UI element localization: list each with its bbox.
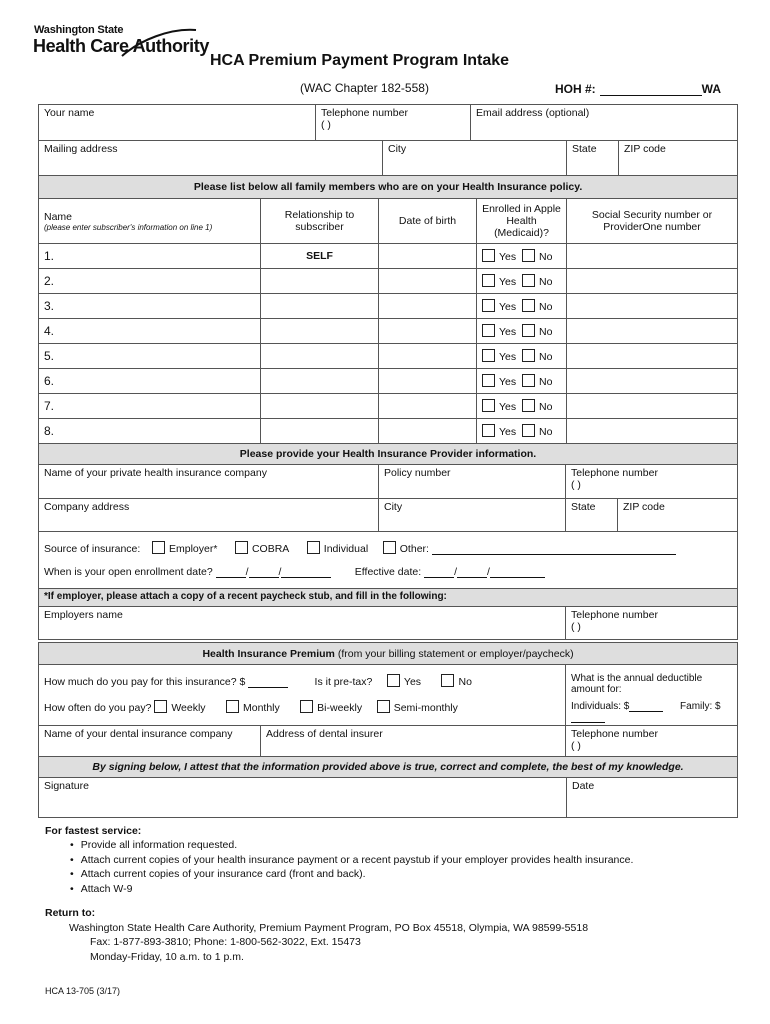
employer-note: *If employer, please attach a copy of a recent paycheck stub, and fill in the following:	[39, 589, 738, 607]
member-enrolled-cell: Yes No	[477, 369, 567, 394]
page-title: HCA Premium Payment Program Intake	[210, 52, 510, 69]
premium-amount-input[interactable]	[248, 677, 288, 688]
provider-section-title: Please provide your Health Insurance Provider information.	[39, 444, 738, 465]
member-row	[39, 294, 738, 319]
note-item: • Attach current copies of your health insurance payment or a recent paystub if your employer provides health insurance.	[81, 853, 735, 868]
note-item: • Attach current copies of your insurance card (front and back).	[81, 867, 735, 882]
employers-name-field[interactable]: Employers name	[39, 607, 566, 640]
provider-telephone-field[interactable]: Telephone number ( )	[566, 465, 738, 499]
email-field[interactable]: Email address (optional)	[471, 105, 738, 141]
mailing-address-field[interactable]: Mailing address	[39, 141, 383, 176]
enroll-yyyy[interactable]	[281, 567, 331, 578]
member-enrolled-cell: Yes No	[477, 294, 567, 319]
member-ssn-cell[interactable]	[567, 394, 738, 419]
member-ssn-cell[interactable]	[567, 369, 738, 394]
member-name-cell[interactable]: 6.	[39, 369, 261, 394]
member-dob-cell[interactable]	[379, 269, 477, 294]
logo-top-text: Washington State	[34, 24, 124, 36]
members-table	[38, 175, 738, 444]
individual-checkbox[interactable]	[307, 541, 320, 554]
col-enrolled-header: Enrolled in Apple Health (Medicaid)?	[477, 199, 567, 244]
return-hours: Monday-Friday, 10 a.m. to 1 p.m.	[90, 950, 244, 963]
member-name-cell[interactable]: 7.	[39, 394, 261, 419]
enrolled-yes-checkbox[interactable]	[482, 299, 495, 312]
telephone-field[interactable]: Telephone number ( )	[316, 105, 471, 141]
member-row	[39, 344, 738, 369]
member-ssn-cell[interactable]	[567, 269, 738, 294]
wac-chapter: (WAC Chapter 182-558)	[300, 81, 429, 95]
member-dob-cell[interactable]	[379, 344, 477, 369]
applicant-table	[38, 104, 738, 176]
hoh-field[interactable]	[555, 82, 721, 96]
enrolled-no-checkbox[interactable]	[522, 324, 535, 337]
member-dob-cell[interactable]	[379, 394, 477, 419]
return-heading: Return to:	[45, 907, 96, 919]
return-address: Washington State Health Care Authority, Premium Payment Program, PO Box 45518, Olympia, WA 98599-5518	[69, 921, 589, 934]
member-relationship-cell[interactable]	[261, 294, 379, 319]
effective-dd[interactable]	[457, 567, 487, 578]
member-dob-cell[interactable]	[379, 244, 477, 269]
member-row	[39, 394, 738, 419]
effective-yyyy[interactable]	[490, 567, 545, 578]
cobra-checkbox[interactable]	[235, 541, 248, 554]
semimonthly-checkbox[interactable]	[377, 700, 390, 713]
enrolled-yes-checkbox[interactable]	[482, 274, 495, 287]
your-name-field[interactable]: Your name	[39, 105, 316, 141]
member-ssn-cell[interactable]	[567, 294, 738, 319]
enrolled-yes-checkbox[interactable]	[482, 249, 495, 262]
other-input[interactable]	[432, 544, 676, 555]
dental-company-field[interactable]: Name of your dental insurance company	[39, 726, 261, 760]
employer-checkbox[interactable]	[152, 541, 165, 554]
source-of-insurance: Source of insurance: Employer* COBRA Individual Other: When is your open enrollment date? / / Effective date: / /	[39, 532, 738, 589]
enrolled-yes-checkbox[interactable]	[482, 349, 495, 362]
enrolled-no-checkbox[interactable]	[522, 424, 535, 437]
member-enrolled-cell: Yes No	[477, 419, 567, 444]
enrolled-yes-checkbox[interactable]	[482, 324, 495, 337]
member-relationship-cell[interactable]	[261, 344, 379, 369]
enroll-mm[interactable]	[216, 567, 246, 578]
return-to	[45, 906, 588, 964]
company-address-field[interactable]: Company address	[39, 499, 379, 532]
member-enrolled-cell: Yes No	[477, 319, 567, 344]
zip-field[interactable]: ZIP code	[619, 141, 738, 176]
provider-city-field[interactable]: City	[379, 499, 566, 532]
deductible-family-input[interactable]	[571, 712, 605, 723]
hoh-label: HOH #:	[555, 82, 596, 96]
member-dob-cell[interactable]	[379, 294, 477, 319]
member-name-cell[interactable]: 2.	[39, 269, 261, 294]
member-dob-cell[interactable]	[379, 369, 477, 394]
col-relationship-header: Relationship to subscriber	[261, 199, 379, 244]
biweekly-checkbox[interactable]	[300, 700, 313, 713]
member-row	[39, 319, 738, 344]
member-relationship-cell[interactable]	[261, 419, 379, 444]
member-row	[39, 244, 738, 269]
member-ssn-cell[interactable]	[567, 419, 738, 444]
notes-list	[81, 838, 735, 896]
enroll-dd[interactable]	[249, 567, 279, 578]
member-relationship-cell[interactable]	[261, 369, 379, 394]
pretax-no-checkbox[interactable]	[441, 674, 454, 687]
policy-number-field[interactable]: Policy number	[379, 465, 566, 499]
pretax-yes-checkbox[interactable]	[387, 674, 400, 687]
enrolled-no-checkbox[interactable]	[522, 299, 535, 312]
note-item: • Attach W-9	[81, 882, 735, 897]
enrolled-no-checkbox[interactable]	[522, 399, 535, 412]
member-name-cell[interactable]: 8.	[39, 419, 261, 444]
member-ssn-cell[interactable]	[567, 244, 738, 269]
effective-mm[interactable]	[424, 567, 454, 578]
member-dob-cell[interactable]	[379, 319, 477, 344]
members-section-title: Please list below all family members who are on your Health Insurance policy.	[39, 176, 738, 199]
member-relationship-cell[interactable]	[261, 269, 379, 294]
logo-main-text: Health Care Authority	[33, 36, 209, 56]
enrolled-yes-checkbox[interactable]	[482, 374, 495, 387]
hoh-suffix: WA	[701, 82, 722, 96]
notes-heading: For fastest service:	[45, 825, 142, 837]
member-row	[39, 369, 738, 394]
form-number: HCA 13-705 (3/17)	[45, 986, 121, 996]
provider-table	[38, 443, 738, 640]
member-relationship-cell[interactable]	[261, 394, 379, 419]
employer-telephone-field[interactable]: Telephone number ( )	[566, 607, 738, 640]
monthly-checkbox[interactable]	[226, 700, 239, 713]
state-field[interactable]: State	[567, 141, 619, 176]
insurance-company-field[interactable]: Name of your private health insurance company	[39, 465, 379, 499]
member-relationship-cell[interactable]	[261, 319, 379, 344]
deductible-info: What is the annual deductible amount for: Individuals: $ Family: $	[566, 665, 738, 726]
member-name-cell[interactable]: 4.	[39, 319, 261, 344]
provider-zip-field[interactable]: ZIP code	[618, 499, 738, 532]
member-name-cell[interactable]: 5.	[39, 344, 261, 369]
hoh-line[interactable]	[600, 85, 702, 96]
note-item: • Provide all information requested.	[81, 838, 735, 853]
other-checkbox[interactable]	[383, 541, 396, 554]
member-name-cell[interactable]: 1.	[39, 244, 261, 269]
member-relationship-cell[interactable]: SELF	[261, 244, 379, 269]
signature-field[interactable]: Signature	[39, 778, 567, 818]
enrolled-no-checkbox[interactable]	[522, 349, 535, 362]
enrolled-no-checkbox[interactable]	[522, 374, 535, 387]
enrolled-no-checkbox[interactable]	[522, 249, 535, 262]
member-row	[39, 269, 738, 294]
member-enrolled-cell: Yes No	[477, 269, 567, 294]
enrolled-yes-checkbox[interactable]	[482, 399, 495, 412]
weekly-checkbox[interactable]	[154, 700, 167, 713]
member-enrolled-cell: Yes No	[477, 244, 567, 269]
premium-payment-info: How much do you pay for this insurance? $ Is it pre-tax? Yes No How often do you pay? Weekly Monthly Bi-weekly Semi-monthly	[39, 665, 566, 726]
dental-telephone-field[interactable]: Telephone number ( )	[566, 726, 738, 760]
col-ssn-header: Social Security number or ProviderOne number	[567, 199, 738, 244]
deductible-individual-input[interactable]	[629, 701, 663, 712]
premium-table	[38, 642, 738, 760]
signature-table	[38, 756, 738, 818]
member-ssn-cell[interactable]	[567, 344, 738, 369]
enrolled-no-checkbox[interactable]	[522, 274, 535, 287]
member-enrolled-cell: Yes No	[477, 344, 567, 369]
col-name-header: Name (please enter subscriber's information on line 1)	[39, 199, 261, 244]
provider-state-field[interactable]: State	[566, 499, 618, 532]
date-field[interactable]: Date	[567, 778, 738, 818]
col-dob-header: Date of birth	[379, 199, 477, 244]
attestation: By signing below, I attest that the information provided above is true, correct and complete, the best of my knowledge.	[39, 757, 738, 778]
member-dob-cell[interactable]	[379, 419, 477, 444]
member-row	[39, 419, 738, 444]
member-name-cell[interactable]: 3.	[39, 294, 261, 319]
return-fax-phone: Fax: 1-877-893-3810; Phone: 1-800-562-3022, Ext. 15473	[90, 936, 361, 948]
premium-section-title: Health Insurance Premium (from your billing statement or employer/paycheck)	[39, 643, 738, 665]
member-ssn-cell[interactable]	[567, 319, 738, 344]
city-field[interactable]: City	[383, 141, 567, 176]
member-enrolled-cell: Yes No	[477, 394, 567, 419]
dental-address-field[interactable]: Address of dental insurer	[261, 726, 566, 760]
fastest-service-notes	[45, 825, 735, 896]
enrolled-yes-checkbox[interactable]	[482, 424, 495, 437]
